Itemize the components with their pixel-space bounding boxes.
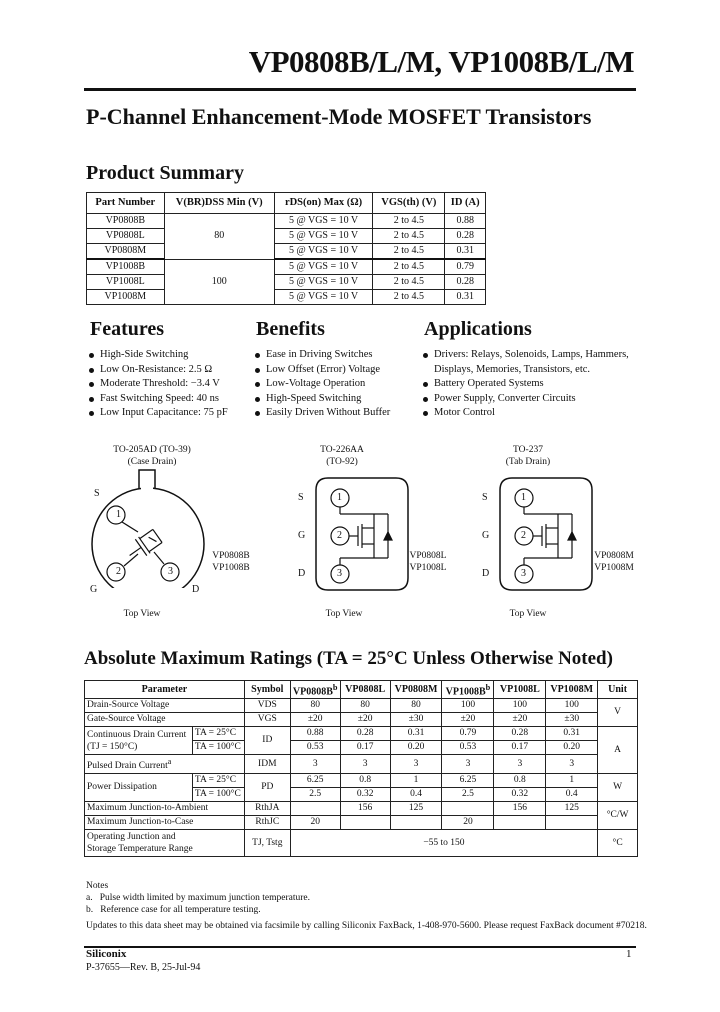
top-view-label: Top View	[325, 609, 363, 619]
list-item-text: Drivers: Relays, Solenoids, Lamps, Hammers,	[434, 349, 629, 360]
table-header-row	[85, 681, 638, 699]
list-item: High-Speed Switching	[254, 392, 390, 407]
product-summary-title: Product Summary	[86, 162, 244, 184]
cell-condition: TA = 100°C	[192, 788, 244, 802]
table-row	[87, 244, 486, 260]
features-list	[88, 348, 228, 421]
pin-label-drain: D	[298, 568, 306, 579]
package-note: (TO-92)	[326, 457, 358, 467]
col-vp1008l: VP1008L	[494, 681, 546, 699]
cell-id: 0.28	[445, 229, 486, 244]
footnote-mark: b	[485, 683, 491, 692]
package-parts	[402, 550, 454, 574]
cell-rds: 5 @ VGS = 10 V	[274, 244, 373, 260]
cell-symbol: TJ, Tstg	[244, 830, 290, 857]
to226-package-drawing	[314, 474, 410, 594]
col-vp1008b	[442, 681, 494, 699]
cell-param	[85, 830, 245, 857]
package-to205-label	[92, 444, 212, 468]
cell-value: 20	[442, 816, 494, 830]
cell-vbr: 80	[164, 214, 274, 260]
cell-value: ±30	[390, 713, 442, 727]
faxback-note: Updates to this data sheet may be obtained via facsimile by calling Siliconix FaxBack, 1-408-970-5600. Please request FaxBack document #70218.	[86, 921, 647, 931]
param-line: Storage Temperature Range	[87, 844, 193, 855]
cell-vgs: 2 to 4.5	[373, 244, 445, 260]
footnote-mark: b	[332, 683, 338, 692]
cell-value: 3	[340, 755, 390, 774]
part-label: VP0808M	[594, 551, 634, 561]
list-item: High-Side Switching	[88, 348, 228, 363]
list-item: Low-Voltage Operation	[254, 377, 390, 392]
table-row	[85, 830, 638, 857]
col-vp0808m: VP0808M	[390, 681, 442, 699]
cell-value: 3	[290, 755, 340, 774]
col-id: ID (A)	[445, 193, 486, 214]
cell-rds: 5 @ VGS = 10 V	[274, 275, 373, 290]
cell-value: ±30	[546, 713, 598, 727]
cell-param: Power Dissipation	[85, 774, 193, 802]
cell-value: 0.17	[340, 741, 390, 755]
cell-value: 0.53	[290, 741, 340, 755]
list-item-text: Displays, Memories, Transistors, etc.	[434, 363, 591, 375]
list-item: Fast Switching Speed: 40 ns	[88, 392, 228, 407]
list-item: Moderate Threshold: −3.4 V	[88, 377, 228, 392]
list-item: Ease in Driving Switches	[254, 348, 390, 363]
cell-value: 0.8	[494, 774, 546, 788]
cell-value: 156	[340, 802, 390, 816]
cell-part: VP0808M	[87, 244, 165, 260]
top-view-label: Top View	[509, 609, 547, 619]
pin-number: 1	[337, 492, 342, 503]
list-item: Battery Operated Systems	[422, 377, 629, 392]
pin-number: 1	[116, 509, 121, 520]
cell-vgs: 2 to 4.5	[373, 290, 445, 305]
pin-label-drain: D	[192, 584, 200, 595]
cell-symbol: VDS	[244, 699, 290, 713]
col-vp0808l: VP0808L	[340, 681, 390, 699]
cell-value	[546, 816, 598, 830]
cell-value: 6.25	[290, 774, 340, 788]
cell-value	[290, 802, 340, 816]
cell-part: VP1008L	[87, 275, 165, 290]
abs-max-table	[84, 680, 638, 857]
pin-label-gate: G	[482, 530, 490, 541]
part-label: VP0808B	[212, 551, 250, 561]
col-vgs: VGS(th) (V)	[373, 193, 445, 214]
cell-id: 0.31	[445, 290, 486, 305]
list-item: Low On-Resistance: 2.5 Ω	[88, 363, 228, 378]
cell-value	[494, 816, 546, 830]
cell-value: 3	[390, 755, 442, 774]
cell-id: 0.88	[445, 214, 486, 229]
cell-rds: 5 @ VGS = 10 V	[274, 259, 373, 275]
cell-value: 0.32	[340, 788, 390, 802]
cell-vgs: 2 to 4.5	[373, 275, 445, 290]
cell-value: 0.31	[390, 727, 442, 741]
cell-value	[340, 816, 390, 830]
param-text: Pulsed Drain Current	[87, 761, 168, 772]
cell-param: Drain-Source Voltage	[85, 699, 245, 713]
col-symbol: Symbol	[244, 681, 290, 699]
col-vbr: V(BR)DSS Min (V)	[164, 193, 274, 214]
cell-unit: A	[598, 727, 638, 774]
list-item: Low Offset (Error) Voltage	[254, 363, 390, 378]
cell-value: 3	[494, 755, 546, 774]
cell-param	[85, 727, 193, 755]
cell-value	[442, 802, 494, 816]
table-row	[85, 774, 638, 788]
part-label: VP1008M	[594, 563, 634, 573]
document-revision: P-37655—Rev. B, 25-Jul-94	[86, 962, 201, 973]
package-parts	[586, 550, 642, 574]
title-rule	[84, 88, 636, 91]
cell-value: 3	[442, 755, 494, 774]
cell-value: 2.5	[442, 788, 494, 802]
cell-value: 80	[340, 699, 390, 713]
package-to237-label	[468, 444, 588, 468]
package-note: (Tab Drain)	[505, 457, 551, 467]
cell-value: −55 to 150	[290, 830, 597, 857]
cell-vgs: 2 to 4.5	[373, 229, 445, 244]
cell-value: 20	[290, 816, 340, 830]
cell-value: 0.88	[290, 727, 340, 741]
cell-param: Maximum Junction-to-Case	[85, 816, 245, 830]
package-to226-label	[282, 444, 402, 468]
cell-symbol: IDM	[244, 755, 290, 774]
table-row	[85, 699, 638, 713]
cell-value: 0.28	[340, 727, 390, 741]
pin-number: 3	[168, 566, 173, 577]
cell-param: Maximum Junction-to-Ambient	[85, 802, 245, 816]
to237-package-drawing	[498, 474, 594, 594]
header-text: VP1008B	[445, 686, 486, 698]
cell-value: 100	[442, 699, 494, 713]
cell-vgs: 2 to 4.5	[373, 259, 445, 275]
col-parameter: Parameter	[85, 681, 245, 699]
cell-unit: V	[598, 699, 638, 727]
cell-symbol: RthJA	[244, 802, 290, 816]
part-label: VP1008B	[212, 563, 250, 573]
product-summary-table	[86, 192, 486, 305]
cell-rds: 5 @ VGS = 10 V	[274, 229, 373, 244]
cell-value: 6.25	[442, 774, 494, 788]
table-row	[85, 755, 638, 774]
cell-value: 0.28	[494, 727, 546, 741]
cell-id: 0.31	[445, 244, 486, 260]
note-a: a. Pulse width limited by maximum junction temperature.	[86, 893, 311, 903]
footer-rule	[84, 946, 636, 948]
pin-number: 3	[337, 568, 342, 579]
cell-symbol: VGS	[244, 713, 290, 727]
list-item: Low Input Capacitance: 75 pF	[88, 406, 228, 421]
table-row	[87, 214, 486, 229]
pin-label-source: S	[482, 492, 488, 503]
col-vp0808b	[290, 681, 340, 699]
pin-label-gate: G	[90, 584, 98, 595]
benefits-title: Benefits	[256, 318, 325, 340]
cell-value: 0.8	[340, 774, 390, 788]
cell-value: 156	[494, 802, 546, 816]
cell-param	[85, 755, 245, 774]
cell-symbol: ID	[244, 727, 290, 755]
note-b: b. Reference case for all temperature testing.	[86, 905, 261, 915]
notes-heading: Notes	[86, 881, 109, 891]
cell-condition: TA = 25°C	[192, 774, 244, 788]
table-row	[87, 229, 486, 244]
cell-value: 0.31	[546, 727, 598, 741]
pin-label-source: S	[298, 492, 304, 503]
document-subtitle: P-Channel Enhancement-Mode MOSFET Transistors	[86, 104, 592, 129]
part-label: VP0808L	[409, 551, 447, 561]
cell-value: 0.17	[494, 741, 546, 755]
param-line: (TJ = 150°C)	[87, 741, 138, 752]
pin-label-drain: D	[482, 568, 490, 579]
cell-value: 1	[546, 774, 598, 788]
pin-number: 1	[521, 492, 526, 503]
footnote-mark: a	[167, 757, 172, 767]
page-number: 1	[626, 948, 632, 960]
table-row	[87, 290, 486, 305]
col-unit: Unit	[598, 681, 638, 699]
cell-id: 0.79	[445, 259, 486, 275]
cell-part: VP1008M	[87, 290, 165, 305]
benefits-list	[254, 348, 390, 421]
table-row	[85, 727, 638, 741]
part-label: VP1008L	[409, 563, 447, 573]
table-header-row	[87, 193, 486, 214]
package-name: TO-226AA	[320, 445, 364, 455]
footer-company: Siliconix	[86, 948, 127, 960]
cell-vbr: 100	[164, 259, 274, 305]
cell-value: 0.4	[546, 788, 598, 802]
cell-value: ±20	[340, 713, 390, 727]
document-title: VP0808B/L/M, VP1008B/L/M	[248, 44, 634, 79]
cell-value: 0.4	[390, 788, 442, 802]
pin-number: 2	[521, 530, 526, 541]
cell-vgs: 2 to 4.5	[373, 214, 445, 229]
cell-rds: 5 @ VGS = 10 V	[274, 214, 373, 229]
table-row	[85, 713, 638, 727]
cell-part: VP0808B	[87, 214, 165, 229]
cell-condition: TA = 100°C	[192, 741, 244, 755]
cell-id: 0.28	[445, 275, 486, 290]
cell-unit: °C/W	[598, 802, 638, 830]
cell-part: VP1008B	[87, 259, 165, 275]
col-part-number: Part Number	[87, 193, 165, 214]
header-text: VP0808B	[292, 686, 333, 698]
cell-condition: TA = 25°C	[192, 727, 244, 741]
package-name: TO-237	[513, 445, 543, 455]
cell-value: 1	[390, 774, 442, 788]
cell-symbol: PD	[244, 774, 290, 802]
cell-value: ±20	[494, 713, 546, 727]
list-item: Motor Control	[422, 406, 629, 421]
applications-title: Applications	[424, 318, 532, 340]
pin-number: 2	[116, 566, 121, 577]
cell-value: 0.32	[494, 788, 546, 802]
table-row	[87, 275, 486, 290]
cell-value: 80	[290, 699, 340, 713]
cell-value: 80	[390, 699, 442, 713]
cell-value: 125	[546, 802, 598, 816]
abs-max-title: Absolute Maximum Ratings (TA = 25°C Unless Otherwise Noted)	[84, 648, 613, 669]
cell-part: VP0808L	[87, 229, 165, 244]
cell-value: 0.53	[442, 741, 494, 755]
cell-unit: °C	[598, 830, 638, 857]
notes-block	[86, 880, 647, 932]
pin-label-gate: G	[298, 530, 306, 541]
table-row	[85, 802, 638, 816]
cell-value: 2.5	[290, 788, 340, 802]
package-parts	[206, 550, 256, 574]
cell-value: 100	[546, 699, 598, 713]
top-view-label: Top View	[123, 609, 161, 619]
cell-value: 0.20	[390, 741, 442, 755]
applications-list	[422, 348, 629, 421]
package-note: (Case Drain)	[127, 457, 177, 467]
cell-value: ±20	[442, 713, 494, 727]
list-item: Power Supply, Converter Circuits	[422, 392, 629, 407]
col-vp1008m: VP1008M	[546, 681, 598, 699]
cell-value: ±20	[290, 713, 340, 727]
features-title: Features	[90, 318, 165, 340]
table-row	[87, 259, 486, 275]
col-rds: rDS(on) Max (Ω)	[274, 193, 373, 214]
pin-number: 2	[337, 530, 342, 541]
package-name: TO-205AD (TO-39)	[113, 445, 191, 455]
pin-number: 3	[521, 568, 526, 579]
cell-unit: W	[598, 774, 638, 802]
cell-value: 0.20	[546, 741, 598, 755]
cell-value: 3	[546, 755, 598, 774]
cell-value: 100	[494, 699, 546, 713]
cell-param: Gate-Source Voltage	[85, 713, 245, 727]
list-item: Easily Driven Without Buffer	[254, 406, 390, 421]
pin-label-source: S	[94, 488, 100, 499]
list-item	[422, 348, 629, 377]
cell-value: 0.79	[442, 727, 494, 741]
to205-package-drawing	[88, 468, 208, 588]
table-row	[85, 816, 638, 830]
param-line: Operating Junction and	[87, 832, 176, 843]
param-line: Continuous Drain Current	[87, 729, 187, 740]
cell-value	[390, 816, 442, 830]
cell-rds: 5 @ VGS = 10 V	[274, 290, 373, 305]
cell-symbol: RthJC	[244, 816, 290, 830]
cell-value: 125	[390, 802, 442, 816]
